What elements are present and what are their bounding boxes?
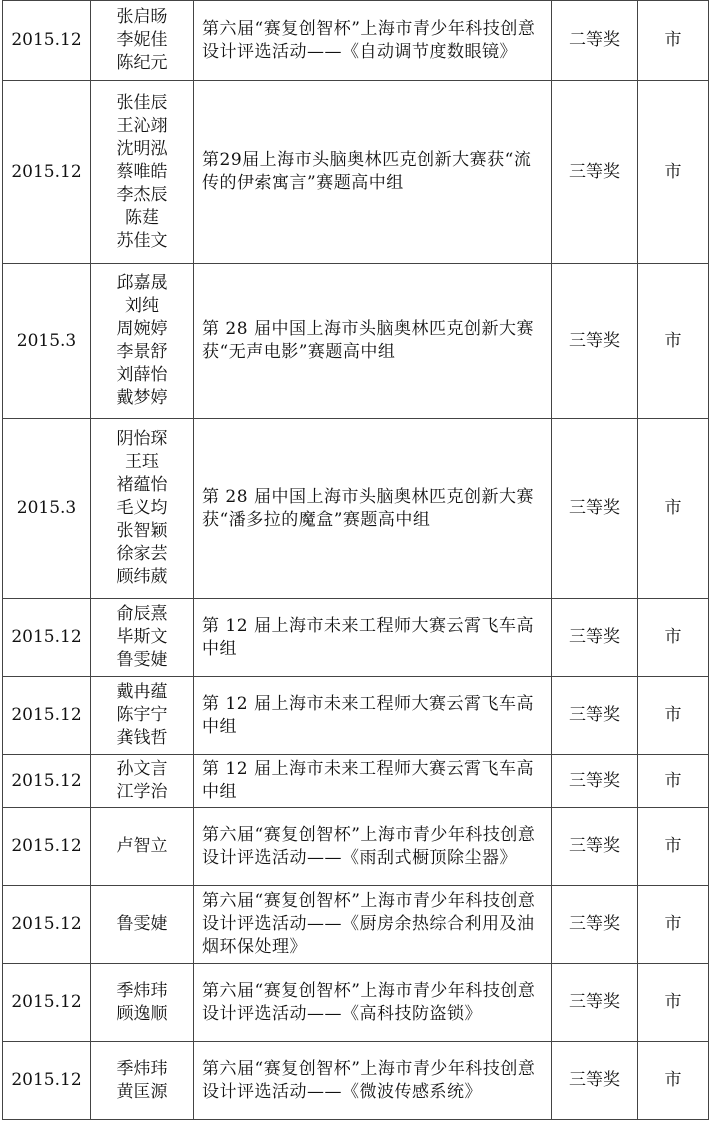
student-name: 蔡唯皓 (116, 161, 168, 182)
level-cell: 市 (638, 599, 709, 677)
names-cell (91, 1, 194, 81)
names-cell (91, 755, 194, 808)
student-name: 戴冉蕴 (116, 682, 168, 702)
date-cell: 2015.12 (3, 755, 91, 808)
project-cell: 第六届“赛复创智杯”上海市青少年科技创意设计评选活动——《微波传感系统》 (194, 1042, 552, 1120)
student-name: 顾纬葳 (116, 567, 168, 587)
student-name: 顾逸顺 (116, 1003, 168, 1024)
prize-cell: 三等奖 (552, 886, 638, 964)
table-row (3, 677, 709, 755)
date-cell: 2015.12 (3, 886, 91, 964)
student-name: 鲁雯婕 (116, 650, 168, 670)
table-row (3, 886, 709, 964)
level-cell: 市 (638, 677, 709, 755)
student-name: 江学治 (116, 782, 168, 802)
prize-cell: 三等奖 (552, 599, 638, 677)
level-cell: 市 (638, 755, 709, 808)
prize-cell: 三等奖 (552, 1042, 638, 1120)
project-cell: 第 12 届上海市未来工程师大赛云霄飞车高中组 (194, 755, 552, 808)
level-cell: 市 (638, 419, 709, 599)
student-name: 毕斯文 (116, 627, 168, 647)
prize-cell: 三等奖 (552, 677, 638, 755)
prize-cell: 三等奖 (552, 419, 638, 599)
names-cell (91, 886, 194, 964)
student-name: 徐家芸 (116, 544, 168, 564)
student-name: 刘薛怡 (116, 365, 168, 385)
date-cell: 2015.12 (3, 599, 91, 677)
student-name: 黄匡源 (116, 1081, 168, 1102)
project-cell: 第六届“赛复创智杯”上海市青少年科技创意设计评选活动——《雨刮式橱顶除尘器》 (194, 808, 552, 886)
level-cell: 市 (638, 964, 709, 1042)
prize-cell: 三等奖 (552, 755, 638, 808)
prize-cell: 三等奖 (552, 964, 638, 1042)
project-cell: 第29届上海市头脑奥林匹克创新大赛获“流传的伊索寓言”赛题高中组 (194, 81, 552, 264)
student-name: 李妮佳 (116, 30, 168, 50)
level-cell: 市 (638, 1, 709, 81)
project-cell: 第 12 届上海市未来工程师大赛云霄飞车高中组 (194, 599, 552, 677)
date-cell: 2015.3 (3, 419, 91, 599)
student-name: 王沁翊 (116, 115, 168, 136)
student-name: 王珏 (125, 452, 159, 472)
prize-cell: 三等奖 (552, 81, 638, 264)
names-cell (91, 81, 194, 264)
date-cell: 2015.3 (3, 264, 91, 419)
names-cell (91, 599, 194, 677)
student-name: 刘纯 (125, 296, 159, 316)
student-name: 陈纪元 (116, 53, 168, 73)
student-name: 孙文言 (116, 759, 168, 779)
student-name: 张佳辰 (116, 92, 168, 113)
table-row (3, 419, 709, 599)
names-cell (91, 808, 194, 886)
student-name: 李景舒 (116, 342, 168, 362)
awards-table-body (3, 1, 709, 1120)
project-cell: 第 28 届中国上海市头脑奥林匹克创新大赛获“潘多拉的魔盒”赛题高中组 (194, 419, 552, 599)
student-name: 张智颖 (116, 521, 168, 541)
prize-cell: 三等奖 (552, 264, 638, 419)
project-cell: 第六届“赛复创智杯”上海市青少年科技创意设计评选活动——《厨房余热综合利用及油烟环保处理》 (194, 886, 552, 964)
student-name: 阴怡琛 (116, 429, 168, 449)
prize-cell: 二等奖 (552, 1, 638, 81)
student-name: 周婉婷 (116, 319, 168, 339)
student-name: 李杰辰 (116, 184, 168, 205)
student-name: 季炜玮 (116, 980, 168, 1001)
date-cell: 2015.12 (3, 808, 91, 886)
names-cell (91, 1042, 194, 1120)
level-cell: 市 (638, 264, 709, 419)
date-cell: 2015.12 (3, 81, 91, 264)
project-cell: 第 28 届中国上海市头脑奥林匹克创新大赛获“无声电影”赛题高中组 (194, 264, 552, 419)
student-name: 沈明泓 (116, 138, 168, 159)
student-name: 陈宇宁 (116, 705, 168, 725)
student-name: 陈莛 (125, 207, 159, 228)
project-cell: 第六届“赛复创智杯”上海市青少年科技创意设计评选活动——《高科技防盗锁》 (194, 964, 552, 1042)
level-cell: 市 (638, 808, 709, 886)
student-name: 邱嘉晟 (116, 273, 168, 293)
names-cell (91, 677, 194, 755)
student-name: 卢智立 (116, 836, 168, 856)
student-name: 褚蕴怡 (116, 475, 168, 495)
table-row (3, 808, 709, 886)
names-cell (91, 964, 194, 1042)
table-row (3, 755, 709, 808)
project-cell: 第 12 届上海市未来工程师大赛云霄飞车高中组 (194, 677, 552, 755)
date-cell: 2015.12 (3, 1042, 91, 1120)
date-cell: 2015.12 (3, 1, 91, 81)
level-cell: 市 (638, 81, 709, 264)
table-row (3, 964, 709, 1042)
student-name: 苏佳文 (116, 230, 168, 251)
student-name: 毛义均 (116, 498, 168, 518)
student-name: 俞辰熹 (116, 604, 168, 624)
names-cell (91, 264, 194, 419)
names-cell (91, 419, 194, 599)
student-name: 张启旸 (116, 7, 168, 27)
student-name: 龚钱哲 (116, 728, 168, 748)
project-cell: 第六届“赛复创智杯”上海市青少年科技创意设计评选活动——《自动调节度数眼镜》 (194, 1, 552, 81)
student-name: 鲁雯婕 (116, 914, 168, 934)
table-row (3, 1042, 709, 1120)
table-row (3, 81, 709, 264)
student-name: 季炜玮 (116, 1058, 168, 1079)
student-name: 戴梦婷 (116, 388, 168, 408)
level-cell: 市 (638, 886, 709, 964)
date-cell: 2015.12 (3, 964, 91, 1042)
table-row (3, 264, 709, 419)
date-cell: 2015.12 (3, 677, 91, 755)
awards-table (2, 0, 709, 1120)
prize-cell: 三等奖 (552, 808, 638, 886)
table-row (3, 599, 709, 677)
table-row (3, 1, 709, 81)
level-cell: 市 (638, 1042, 709, 1120)
